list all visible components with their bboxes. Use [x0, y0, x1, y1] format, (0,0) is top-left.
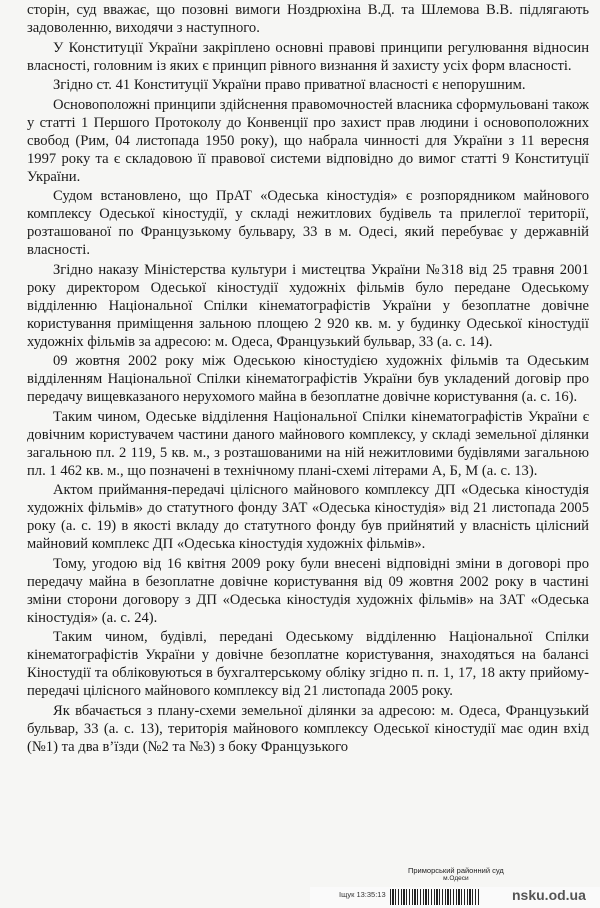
- barcode-icon: [390, 889, 480, 905]
- paragraph: Таким чином, будівлі, передані Одеському відділенню Національної Спілки кінематографістів України у довічне безоплатне користування, знаходяться на балансі Кіностудії та обліковуються в бухгалтерському обліку згідно п. п. 1, 17, 18 акту прийому-передачі цілісного майнового комплексу від 21 листопада 2005 року.: [27, 629, 589, 699]
- paragraph: Згідно наказу Міністерства культури і мистецтва України №318 від 25 травня 2001 року директором Одеської кіностудії художніх фільмів було передане Одеському відділенню Національної Спілки кінематографістів України у безоплатне довічне користування приміщення зальною площею 2 920 кв. м. у будинку Одеської кіностудії художніх фільмів за адресою: м. Одеса, Французький бульвар, 33 (а. с. 14).: [27, 261, 589, 350]
- paragraph: У Конституції України закріплено основні правові принципи регулювання відносин власності, головним із яких є принцип рівного визнання й захисту усіх форм власності.: [27, 39, 589, 74]
- paragraph: Актом приймання-передачі цілісного майнового комплексу ДП «Одеська кіностудія художніх фільмів» до статутного фонду ЗАТ «Одеська кіностудія» від 21 листопада 2005 року (а. с. 19) в якості вкладу до статутного фонду був прийнятий у власність цілісний майновий комплекс ДП «Одеська кіностудія художніх фільмів».: [27, 482, 589, 552]
- paragraph: Судом встановлено, що ПрАТ «Одеська кіностудія» є розпорядником майнового комплексу Одеської кіностудії, у складі нежитлових будівель та прилеглої території, розташованої по Французькому бульвару, 33 в м. Одесі, який перебуває у державній власності.: [27, 188, 589, 258]
- paragraph: Згідно ст. 41 Конституції України право приватної власності є непорушним.: [53, 77, 526, 93]
- paragraph: 09 жовтня 2002 року між Одеською кіностудією художніх фільмів та Одеським відділенням Національної Спілки кінематографістів України був укладений договір про передачу вищевказаного нерухомого майна в безоплатне довічне користування (а. с. 16).: [27, 353, 589, 405]
- paragraph: Тому, угодою від 16 квітня 2009 року були внесені відповідні зміни в договорі про передачу майна в безоплатне довічне користування від 09 жовтня 2002 року в частині зміни сторони договору з ДП «Одеська кіностудія художніх фільмів» на ЗАТ «Одеська кіностудія» (а. с. 24).: [27, 555, 589, 626]
- court-stamp-city: м.Одеси: [443, 875, 469, 882]
- paragraph: сторін, суд вважає, що позовні вимоги Ноздрюхіна В.Д. та Шлемова В.В. підлягають задоволенню, виходячи з наступного.: [27, 2, 589, 36]
- paragraph: Основоположні принципи здійснення правомочностей власника сформульовані також у статті 1 Першого Протоколу до Конвенції про захист прав людини і основоположних свобод (Рим, 04 листопада 1950 року), що набрала чинності для України з 11 вересня 1997 року та є складовою її правової системи відповідно до вимог статті 9 Конституції України.: [27, 96, 589, 185]
- site-watermark: nsku.od.ua: [512, 887, 586, 903]
- paragraph: Таким чином, Одеське відділення Національної Спілки кінематографістів України є довічним користувачем частини даного майнового комплексу, у складі земельної ділянки загальною пл. 2 119, 5 кв. м., з розташованими на ній нежитловими будівлями загальною пл. 1 462 кв. м., що позначені в технічному плані-схемі літерами А, Б, М (а. с. 13).: [27, 408, 589, 479]
- court-stamp-name: Приморський районний суд: [408, 866, 504, 875]
- paragraph: Як вбачається з плану-схеми земельної ділянки за адресою: м. Одеса, Французький бульвар, 33 (а. с. 13), територія майнового комплексу Одеської кіностудії має один вхід (№1) та два в’їзди (№2 та №3) з боку Французького: [27, 702, 589, 755]
- court-stamp: [408, 867, 504, 883]
- print-timestamp: Іщук 13:35:13: [339, 890, 386, 899]
- document-body: [27, 1, 589, 757]
